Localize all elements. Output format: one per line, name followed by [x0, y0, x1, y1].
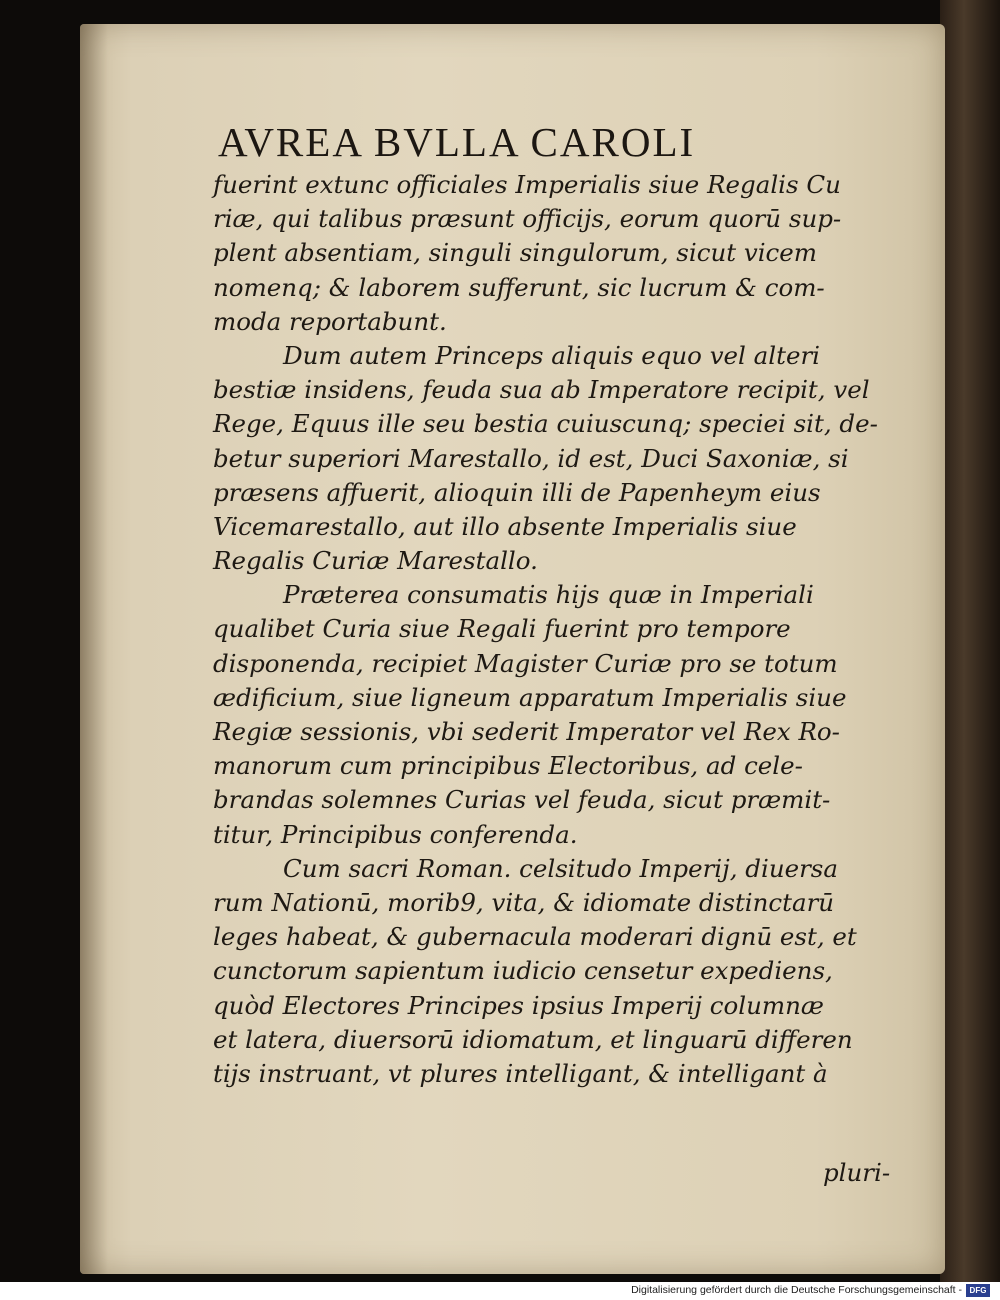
running-head: AVREA BVLLA CAROLI [218, 119, 696, 165]
dfg-logo-icon: DFG [966, 1284, 990, 1297]
paragraph-start-line: Cum sacri Roman. celsitudo Imperij, diuersa [283, 853, 838, 883]
text-line: Regalis Curiæ Marestallo. [213, 546, 538, 576]
text-line: Rege, Equus ille seu bestia cuiuscunq; speciei sit, de- [213, 409, 878, 439]
text-line: moda reportabunt. [213, 306, 447, 336]
footer-credit: Digitalisierung gefördert durch die Deutsche Forschungsgemeinschaft - [631, 1284, 962, 1296]
text-line: titur, Principibus conferenda. [213, 819, 578, 849]
text-block [213, 168, 913, 1091]
catchword: pluri- [823, 1158, 891, 1187]
text-line: riæ, qui talibus præsunt officijs, eorum quorū sup- [213, 204, 842, 234]
text-line: nomenq; & laborem sufferunt, sic lucrum & com- [213, 272, 825, 302]
text-line: leges habeat, & gubernacula moderari dignū est, et [213, 922, 857, 952]
text-line: manorum cum principibus Electoribus, ad cele- [213, 751, 803, 781]
gutter-shadow [80, 24, 108, 1274]
text-line: ædificium, siue ligneum apparatum Imperialis siue [213, 682, 847, 712]
text-line: disponenda, recipiet Magister Curiæ pro se totum [213, 648, 838, 678]
text-line: qualibet Curia siue Regali fuerint pro tempore [213, 614, 791, 644]
text-line: tijs instruant, vt plures intelligant, & intelligant à [213, 1058, 828, 1088]
paragraph-start-line: Dum autem Princeps aliquis equo vel alteri [283, 340, 821, 370]
text-line: rum Nationū, morib9, vita, & idiomate distinctarū [213, 887, 835, 917]
text-line: bestiæ insidens, feuda sua ab Imperatore recipit, vel [213, 375, 870, 405]
text-line: plent absentiam, singuli singulorum, sicut vicem [213, 238, 817, 268]
text-line: fuerint extunc officiales Imperialis siue Regalis Cu [213, 170, 841, 199]
text-line: præsens affuerit, alioquin illi de Papenheym eius [213, 477, 821, 507]
text-line: betur superiori Marestallo, id est, Duci Saxoniæ, si [213, 443, 849, 473]
text-line: brandas solemnes Curias vel feuda, sicut præmit- [213, 785, 831, 815]
book-edge [940, 0, 1000, 1282]
paragraph-start-line: Præterea consumatis hijs quæ in Imperiali [283, 580, 814, 610]
text-line: Vicemarestallo, aut illo absente Imperialis siue [213, 511, 797, 541]
text-line: Regiæ sessionis, vbi sederit Imperator vel Rex Ro- [213, 717, 840, 746]
text-line: et latera, diuersorū idiomatum, et linguarū differen [213, 1024, 853, 1054]
text-line: quòd Electores Principes ipsius Imperij columnæ [213, 990, 824, 1020]
text-line: cunctorum sapientum iudicio censetur expediens, [213, 956, 833, 986]
